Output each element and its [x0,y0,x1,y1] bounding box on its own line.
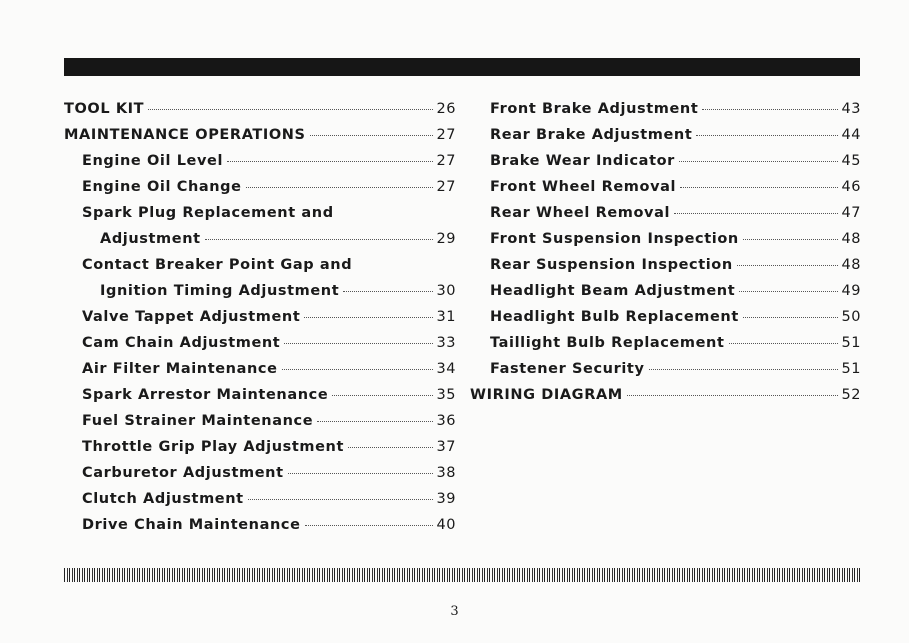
toc-entry-label: Rear Wheel Removal [490,205,671,221]
toc-entry-clutch[interactable] [64,491,456,517]
toc-entry-label: Brake Wear Indicator [490,153,675,169]
toc-entry-page: 38 [436,465,456,481]
toc-entry-headlight-beam[interactable] [470,283,861,309]
toc-entry-spark-plug-line1[interactable] [64,205,456,231]
toc-entry-fuel-strainer[interactable] [64,413,456,439]
leader-dots [627,394,838,396]
toc-entry-cam-chain[interactable] [64,335,456,361]
toc-entry-page: 37 [436,439,456,455]
leader-dots [680,186,837,188]
toc-entry-page: 27 [436,127,456,143]
toc-entry-label: Front Suspension Inspection [490,231,739,247]
toc-entry-page: 46 [841,179,861,195]
toc-entry-page: 51 [841,335,861,351]
toc-entry-label: TOOL KIT [64,101,145,117]
toc-entry-label: Air Filter Maintenance [82,361,278,377]
toc-entry-valve-tappet[interactable] [64,309,456,335]
toc-entry-page: 35 [436,387,456,403]
toc-entry-label: Fuel Strainer Maintenance [82,413,314,429]
leader-dots [702,108,837,110]
leader-dots [338,213,452,214]
toc-entry-label: Taillight Bulb Replacement [490,335,725,351]
toc-entry-page: 33 [436,335,456,351]
toc-entry-page: 36 [436,413,456,429]
toc-entry-page: 34 [436,361,456,377]
toc-entry-engine-oil-level[interactable] [64,153,456,179]
toc-entry-label: Headlight Beam Adjustment [490,283,736,299]
toc-entry-headlight-bulb[interactable] [470,309,861,335]
toc-entry-brake-wear[interactable] [470,153,861,179]
toc-entry-page: 29 [436,231,456,247]
toc-entry-label: Spark Arrestor Maintenance [82,387,329,403]
toc-entry-tool-kit[interactable] [64,101,456,127]
leader-dots [674,212,837,214]
toc-entry-label: Engine Oil Level [82,153,224,169]
toc-entry-label: Front Brake Adjustment [490,101,699,117]
toc-entry-page: 44 [841,127,861,143]
toc-entry-page: 27 [436,179,456,195]
toc-entry-page: 45 [841,153,861,169]
toc-entry-rear-wheel[interactable] [470,205,861,231]
leader-dots [343,290,432,292]
toc-entry-label: Throttle Grip Play Adjustment [82,439,344,455]
leader-dots [743,238,838,240]
toc-entry-label: WIRING DIAGRAM [470,387,623,403]
toc-entry-front-suspension[interactable] [470,231,861,257]
toc-entry-rear-brake[interactable] [470,127,861,153]
leader-dots [246,186,433,188]
toc-entry-page: 47 [841,205,861,221]
leader-dots [348,446,433,448]
toc-entry-label: Headlight Bulb Replacement [490,309,739,325]
leader-dots [729,342,838,344]
toc-entry-maintenance-operations[interactable] [64,127,456,153]
page-number: 3 [450,604,459,619]
leader-dots [227,160,433,162]
toc-entry-page: 31 [436,309,456,325]
toc-entry-rear-suspension[interactable] [470,257,861,283]
toc-entry-page: 52 [841,387,861,403]
leader-dots [739,290,837,292]
toc-entry-page: 48 [841,231,861,247]
toc-entry-label: Fastener Security [490,361,645,377]
footer-stripe [64,568,860,582]
toc-entry-page: 43 [841,101,861,117]
leader-dots [282,368,433,370]
leader-dots [737,264,838,266]
toc-entry-label: Rear Brake Adjustment [490,127,693,143]
toc-entry-wiring-diagram[interactable] [470,387,861,413]
toc-entry-label: Ignition Timing Adjustment [100,283,340,299]
toc-entry-air-filter[interactable] [64,361,456,387]
toc-entry-drive-chain[interactable] [64,517,456,543]
toc-entry-spark-arrestor[interactable] [64,387,456,413]
toc-entry-fastener-security[interactable] [470,361,861,387]
leader-dots [248,498,433,500]
toc-entry-page: 30 [436,283,456,299]
toc-entry-label: Cam Chain Adjustment [82,335,281,351]
leader-dots [288,472,433,474]
toc-left-column [64,101,456,543]
toc-entry-carburetor[interactable] [64,465,456,491]
toc-entry-label: Adjustment [100,231,201,247]
leader-dots [304,316,432,318]
toc-entry-page: 27 [436,153,456,169]
leader-dots [743,316,838,318]
toc-entry-label: Drive Chain Maintenance [82,517,301,533]
leader-dots [284,342,432,344]
leader-dots [679,160,838,162]
leader-dots [305,524,433,526]
toc-entry-label: MAINTENANCE OPERATIONS [64,127,306,143]
toc-entry-page: 50 [841,309,861,325]
toc-entry-taillight-bulb[interactable] [470,335,861,361]
toc-entry-page: 49 [841,283,861,299]
toc-entry-front-brake[interactable] [470,101,861,127]
header-rule [64,58,860,76]
toc-entry-label: Carburetor Adjustment [82,465,284,481]
toc-entry-spark-plug-line2[interactable] [64,231,456,257]
leader-dots [310,134,433,136]
leader-dots [205,238,433,240]
leader-dots [317,420,432,422]
toc-entry-contact-breaker-line1[interactable] [64,257,456,283]
leader-dots [148,108,432,110]
toc-entry-label: Clutch Adjustment [82,491,244,507]
leader-dots [696,134,837,136]
toc-entry-page: 26 [436,101,456,117]
toc-right-column [470,101,861,413]
toc-entry-label: Valve Tappet Adjustment [82,309,301,325]
leader-dots [356,265,452,266]
toc-entry-label: Contact Breaker Point Gap and [82,257,353,273]
toc-entry-throttle-grip[interactable] [64,439,456,465]
toc-entry-label: Rear Suspension Inspection [490,257,733,273]
leader-dots [332,394,432,396]
toc-entry-page: 40 [436,517,456,533]
toc-entry-front-wheel[interactable] [470,179,861,205]
toc-entry-label: Front Wheel Removal [490,179,677,195]
toc-entry-label: Engine Oil Change [82,179,242,195]
toc-entry-page: 51 [841,361,861,377]
toc-entry-label: Spark Plug Replacement and [82,205,334,221]
toc-entry-page: 39 [436,491,456,507]
toc-entry-engine-oil-change[interactable] [64,179,456,205]
toc-entry-contact-breaker-line2[interactable] [64,283,456,309]
toc-entry-page: 48 [841,257,861,273]
leader-dots [649,368,838,370]
